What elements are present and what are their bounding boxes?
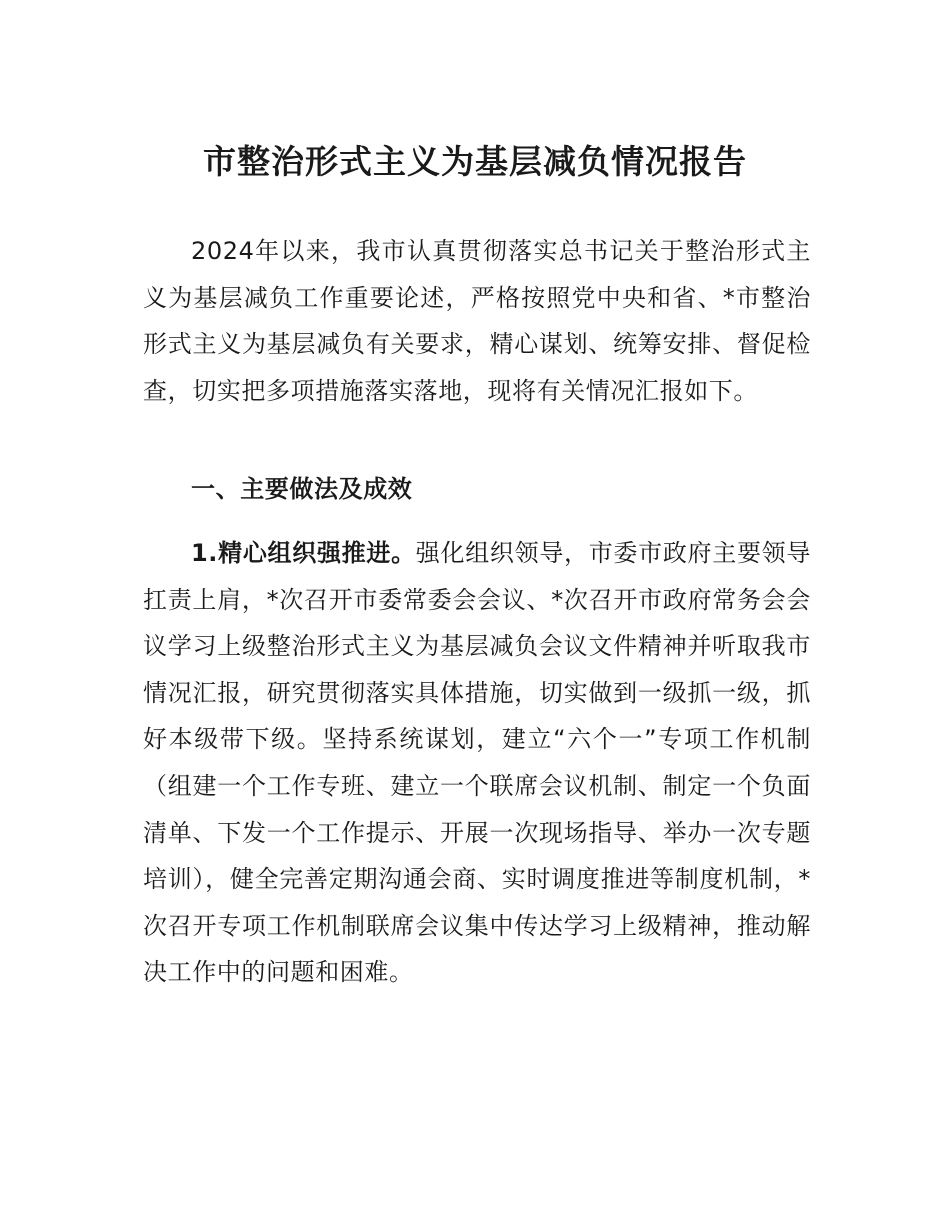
item-paragraph [143, 530, 811, 996]
item-lead: 1.精心组织强推进。 [191, 539, 416, 567]
section-heading: 一、主要做法及成效 [191, 475, 413, 503]
intro-paragraph: 2024年以来，我市认真贯彻落实总书记关于整治形式主义为基层减负工作重要论述，严格按照党中央和省、*市整治形式主义为基层减负有关要求，精心谋划、统筹安排、督促检查，切实把多项措施落实落地，现将有关情况汇报如下。 [143, 237, 811, 405]
document-title: 市整治形式主义为基层减负情况报告 [203, 142, 747, 182]
item-text: 强化组织领导，市委市政府主要领导扛责上肩，*次召开市委常委会会议、*次召开市政府常务会会议学习上级整治形式主义为基层减负会议文件精神并听取我市情况汇报，研究贯彻落实具体措施，切实做到一级抓一级，抓好本级带下级。坚持系统谋划，建立“六个一”专项工作机制（组建一个工作专班、建立一个联席会议机制、制定一个负面清单、下发一个工作提示、开展一次现场指导、举办一次专题培训），健全完善定期沟通会商、实时调度推进等制度机制，*次召开专项工作机制联席会议集中传达学习上级精神，推动解决工作中的问题和困难。 [143, 539, 811, 987]
